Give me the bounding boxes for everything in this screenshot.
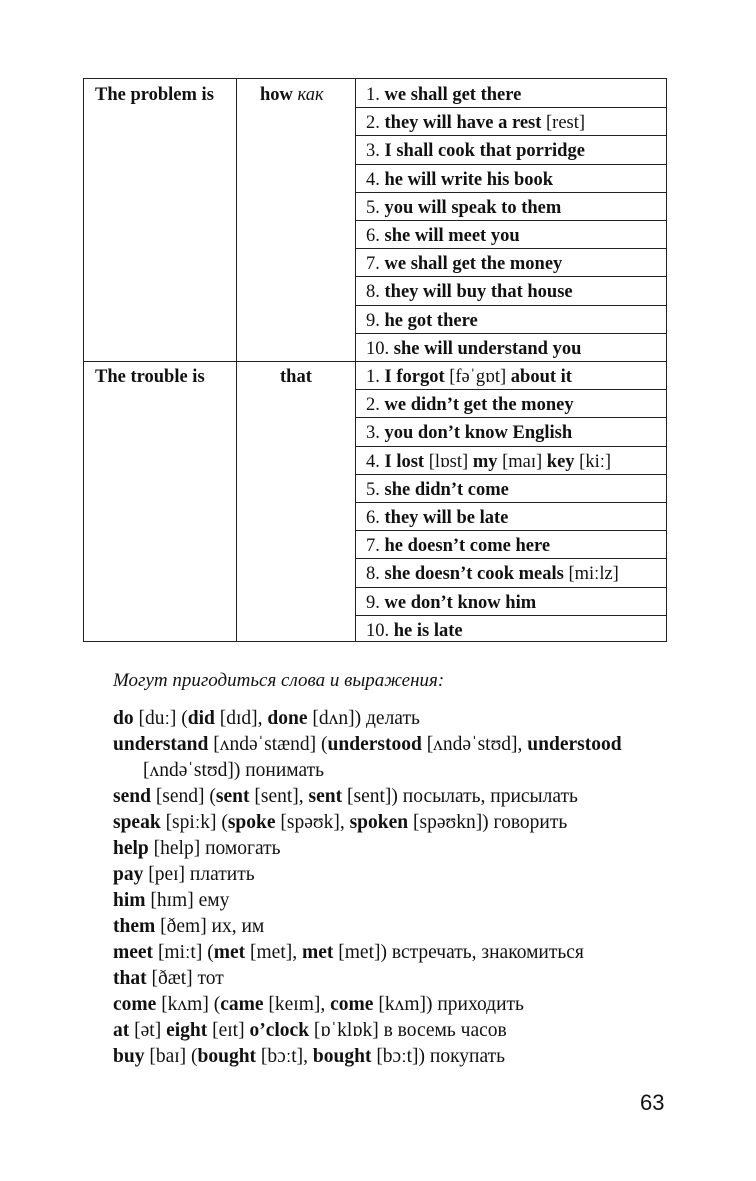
- row-text: they will be late: [384, 508, 509, 528]
- table-row: [366, 395, 574, 415]
- vocab-word: him: [113, 890, 146, 911]
- row-number: 2.: [366, 395, 385, 416]
- transcription: [miːlz]: [563, 564, 619, 585]
- table-row: [366, 564, 619, 584]
- vocab-word: send: [113, 786, 151, 807]
- vocab-word: understand: [113, 734, 209, 755]
- vocab-gloss: [peɪ] платить: [143, 864, 255, 885]
- table-row: [366, 480, 509, 500]
- vocab-entry: [113, 862, 673, 888]
- vocab-gloss: [spiːk] (: [160, 812, 228, 833]
- transcription: [fəˈgɒt]: [444, 367, 511, 387]
- row-number: 1.: [366, 85, 385, 105]
- vocab-gloss: [baɪ] (: [144, 1046, 198, 1067]
- row-text: my: [472, 451, 498, 472]
- row-number: 9.: [366, 592, 385, 613]
- row-divider: [355, 305, 666, 306]
- vocab-gloss: [dɪd],: [214, 708, 268, 729]
- vocab-word: bought: [312, 1046, 372, 1067]
- page-number: 63: [640, 1090, 665, 1115]
- row-text: we shall get there: [384, 85, 522, 105]
- group-divider: [84, 361, 666, 362]
- vocab-gloss: [help] помогать: [148, 838, 281, 859]
- vocab-gloss: [ðæt] тот: [146, 968, 224, 989]
- table-row: [366, 452, 611, 472]
- row-text: I shall cook that porridge: [384, 141, 585, 162]
- vocab-gloss: [miːt] (: [153, 942, 214, 963]
- vocab-entry: [113, 914, 673, 940]
- table-row: [366, 113, 585, 133]
- row-number: 2.: [366, 113, 385, 134]
- vocab-word: bought: [197, 1046, 257, 1067]
- vocab-entry: [113, 810, 673, 836]
- row-text: we don’t know him: [384, 592, 537, 613]
- vocab-entry: [113, 1044, 673, 1070]
- row-text: she doesn’t cook meals: [384, 564, 564, 585]
- vocab-word: meet: [113, 942, 154, 963]
- row-number: 5.: [366, 197, 385, 218]
- table-row: [366, 593, 536, 613]
- vocab-word: done: [267, 708, 308, 729]
- transcription: [maɪ]: [497, 451, 547, 472]
- row-divider: [355, 164, 666, 165]
- vocab-gloss: [met]) встречать, знакомиться: [333, 942, 584, 963]
- vocab-word: o’clock: [249, 1020, 310, 1041]
- vocab-gloss: [kʌm] (: [156, 994, 221, 1015]
- table-row: [366, 85, 521, 105]
- row-divider: [355, 276, 666, 277]
- row-text: key: [546, 451, 575, 472]
- vocab-entry: [113, 758, 673, 784]
- transcription: [rest]: [541, 113, 586, 134]
- row-divider: [355, 446, 666, 447]
- vocab-word: understood: [527, 734, 622, 755]
- vocab-gloss: [spəʊk],: [275, 812, 350, 833]
- row-text: you don’t know English: [384, 423, 573, 444]
- vocab-gloss: [kʌm]) приходить: [373, 994, 524, 1015]
- row-text: we shall get the money: [384, 254, 563, 275]
- row-text: we didn’t get the money: [384, 395, 574, 416]
- vocab-gloss: [sent]) посылать, присылать: [342, 786, 578, 807]
- vocab-gloss: [send] (: [150, 786, 216, 807]
- table-row: [366, 508, 508, 528]
- row-divider: [355, 530, 666, 531]
- row-number: 7.: [366, 536, 385, 557]
- row-number: 9.: [366, 310, 385, 331]
- vocab-gloss: [bɔːt]) покупать: [371, 1046, 506, 1067]
- row-number: 8.: [366, 282, 385, 303]
- vocab-word: come: [330, 994, 374, 1015]
- row-number: 3.: [366, 141, 385, 162]
- row-number: 10.: [366, 338, 394, 359]
- table-row: [366, 311, 478, 331]
- row-divider: [355, 558, 666, 559]
- table-row: [366, 367, 572, 387]
- vocab-gloss: [spəʊkn]) говорить: [408, 812, 568, 833]
- vocab-gloss: [ət]: [129, 1020, 167, 1041]
- table-row: [366, 226, 520, 246]
- row-text: about it: [510, 367, 572, 387]
- vocab-word: speak: [113, 812, 161, 833]
- connector-cell: that: [280, 367, 312, 387]
- row-divider: [355, 587, 666, 588]
- row-divider: [355, 107, 666, 108]
- vocab-gloss: [ʌndəˈstænd] (: [208, 734, 328, 755]
- row-divider: [355, 389, 666, 390]
- transcription: [kiː]: [574, 451, 612, 472]
- vocab-word: that: [113, 968, 147, 989]
- substitution-table: [83, 78, 667, 642]
- row-divider: [355, 135, 666, 136]
- row-number: 1.: [366, 367, 385, 387]
- vocab-gloss: [ðem] их, им: [155, 916, 265, 937]
- vocab-word: spoken: [349, 812, 409, 833]
- table-row: [366, 423, 572, 443]
- vocab-word: eight: [166, 1020, 208, 1041]
- row-text: he got there: [384, 310, 478, 331]
- vocab-gloss: [sent],: [249, 786, 309, 807]
- vocab-word: spoke: [227, 812, 276, 833]
- vocab-word: did: [187, 708, 215, 729]
- vocab-word: met: [301, 942, 334, 963]
- vocab-gloss: [dʌn]) делать: [307, 708, 420, 729]
- vocab-word: help: [113, 838, 149, 859]
- column-divider: [236, 79, 237, 641]
- vocab-entry: [113, 732, 673, 758]
- vocab-word: at: [113, 1020, 130, 1041]
- vocab-subtitle: Могут пригодиться слова и выражения:: [113, 670, 445, 691]
- connector-cell: how как: [260, 85, 324, 105]
- vocab-entry: [113, 706, 673, 732]
- vocab-entry: [113, 940, 673, 966]
- vocab-entry: [113, 992, 673, 1018]
- row-number: 8.: [366, 564, 385, 585]
- vocab-word: do: [113, 708, 134, 729]
- table-row: [366, 339, 581, 359]
- row-divider: [355, 192, 666, 193]
- vocab-gloss: [ɒˈklɒk] в восемь часов: [309, 1020, 507, 1041]
- vocab-entry: [113, 784, 673, 810]
- row-divider: [355, 333, 666, 334]
- row-number: 6.: [366, 226, 385, 246]
- row-divider: [355, 417, 666, 418]
- vocab-word: came: [220, 994, 264, 1015]
- row-text: he doesn’t come here: [384, 536, 551, 557]
- vocab-word: come: [113, 994, 157, 1015]
- subject-cell: The problem is: [95, 85, 214, 105]
- vocab-entry: [113, 836, 673, 862]
- vocab-gloss: [met],: [245, 942, 302, 963]
- table-row: [366, 282, 573, 302]
- transcription: [lɒst]: [424, 451, 473, 472]
- row-text: I lost: [384, 451, 425, 472]
- table-row: [366, 170, 553, 190]
- row-text: she didn’t come: [384, 479, 509, 500]
- vocab-gloss: [eɪt]: [207, 1020, 250, 1041]
- vocab-gloss: [hɪm] ему: [145, 890, 230, 911]
- row-divider: [355, 474, 666, 475]
- row-number: 7.: [366, 254, 385, 275]
- table-row: [366, 141, 585, 161]
- vocab-word: buy: [113, 1046, 145, 1067]
- vocab-word: sent: [215, 786, 250, 807]
- vocab-word: pay: [113, 864, 144, 885]
- table-row: [366, 536, 550, 556]
- row-text: she will meet you: [384, 226, 520, 246]
- table-row: [366, 254, 562, 274]
- row-number: 5.: [366, 479, 385, 500]
- subject-cell: The trouble is: [95, 367, 205, 387]
- row-text: they will have a rest: [384, 113, 542, 134]
- row-number: 6.: [366, 508, 385, 528]
- vocab-gloss: [duː] (: [133, 708, 188, 729]
- row-text: you will speak to them: [384, 197, 562, 218]
- row-divider: [355, 615, 666, 616]
- row-number: 10.: [366, 620, 394, 641]
- vocab-entry: [113, 888, 673, 914]
- table-row: [366, 198, 561, 218]
- vocab-word: sent: [308, 786, 343, 807]
- vocab-gloss: [bɔːt],: [256, 1046, 313, 1067]
- vocab-gloss: [ʌndəˈstʊd],: [421, 734, 528, 755]
- vocab-word: understood: [327, 734, 422, 755]
- row-text: they will buy that house: [384, 282, 573, 303]
- row-number: 3.: [366, 423, 385, 444]
- vocab-entry: [113, 966, 673, 992]
- row-divider: [355, 502, 666, 503]
- vocab-gloss: [ʌndəˈstʊd]) понимать: [143, 760, 325, 781]
- vocab-gloss: [keɪm],: [263, 994, 331, 1015]
- vocab-word: met: [213, 942, 246, 963]
- row-number: 4.: [366, 451, 385, 472]
- vocab-word: them: [113, 916, 156, 937]
- row-text: she will understand you: [393, 338, 582, 359]
- vocab-entry: [113, 1018, 673, 1044]
- row-text: he will write his book: [384, 169, 554, 190]
- row-number: 4.: [366, 169, 385, 190]
- vocab-list: [113, 706, 673, 1070]
- row-text: he is late: [393, 620, 463, 641]
- table-row: [366, 621, 463, 641]
- row-text: I forgot: [384, 367, 445, 387]
- row-divider: [355, 248, 666, 249]
- row-divider: [355, 220, 666, 221]
